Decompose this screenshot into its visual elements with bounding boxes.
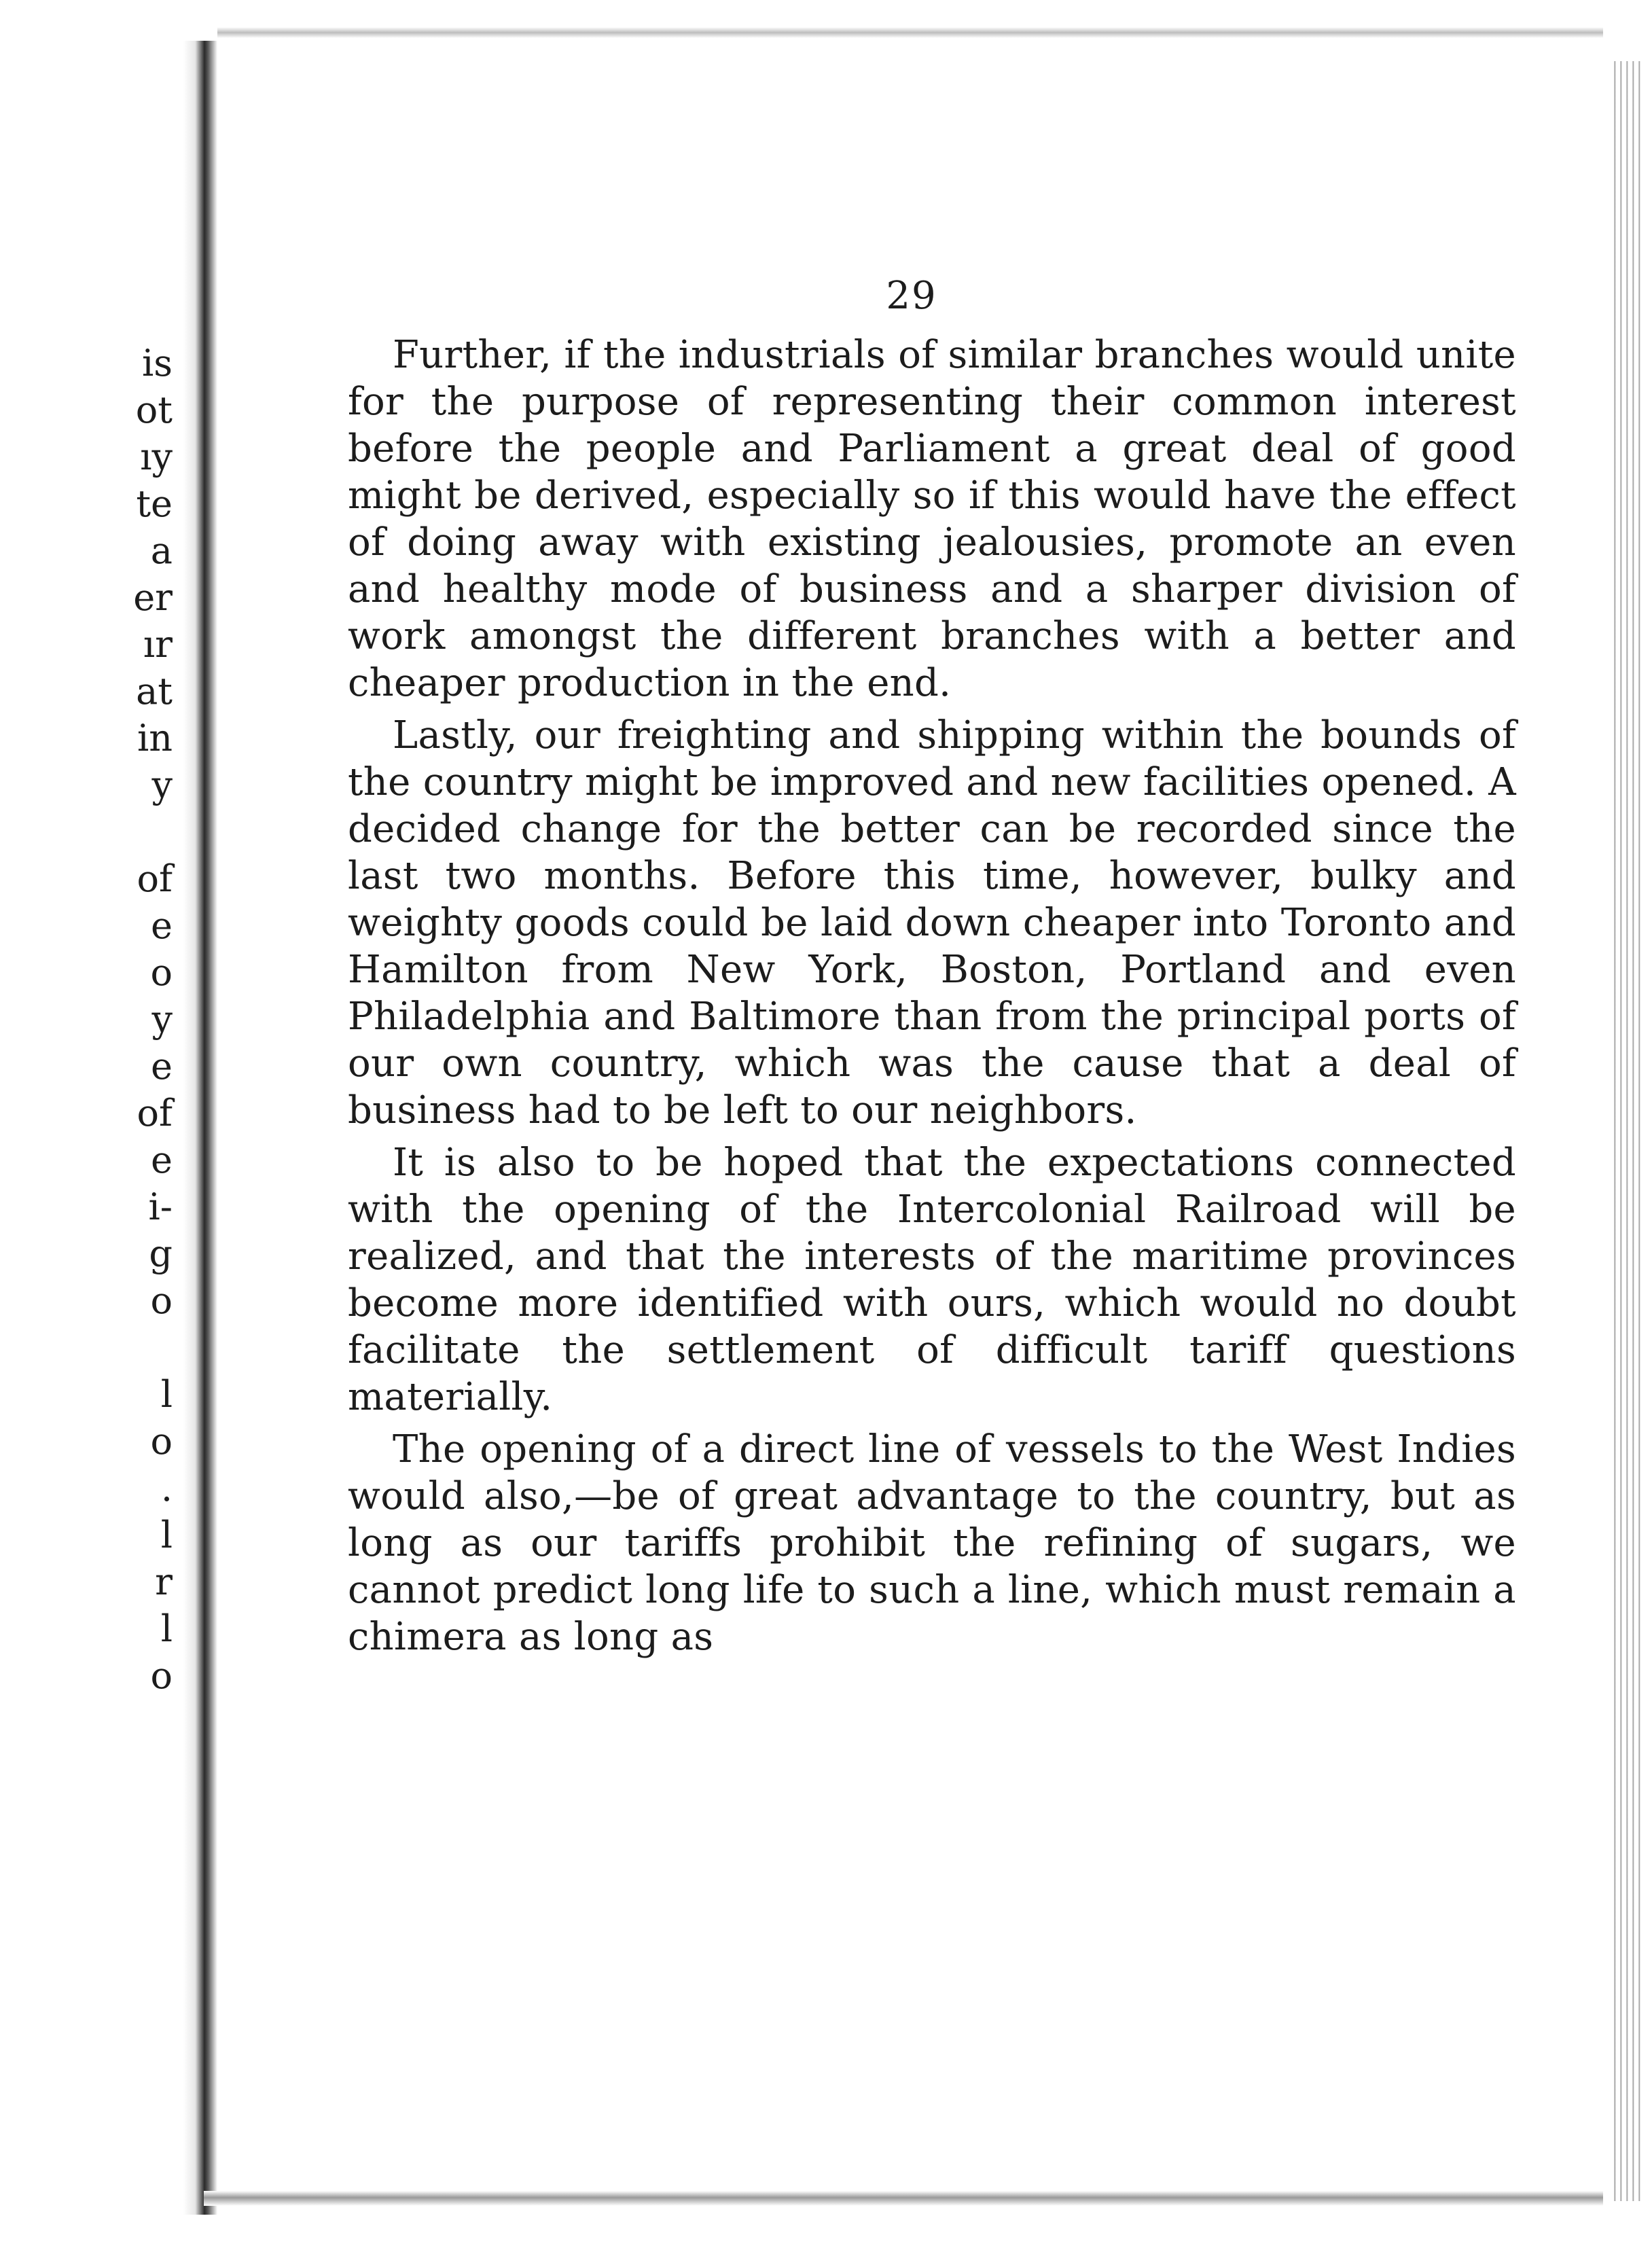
line-fragment: er (133, 576, 173, 619)
line-fragment: ıy (140, 435, 173, 478)
line-fragment: in (137, 717, 173, 760)
line-fragment: i- (148, 1185, 173, 1228)
line-fragment: l (160, 1607, 173, 1650)
line-fragment: l (160, 1373, 173, 1416)
line-fragment: o (150, 1279, 173, 1322)
line-fragment: y (151, 998, 173, 1041)
line-fragment: g (149, 1232, 173, 1275)
line-fragment: l (160, 1514, 173, 1556)
book-page (219, 39, 1604, 2190)
line-fragment: o (150, 1654, 173, 1697)
line-fragment: at (136, 670, 173, 713)
line-fragment: e (151, 904, 173, 947)
page-body (348, 332, 1516, 1666)
line-fragment: o (150, 1420, 173, 1463)
paragraph: It is also to be hoped that the expectations connected with the opening of the Intercolonial Railroad will be realized, and that the interests of the maritime provinces become more identified with ours, which would no doubt facilitate the settlement of difficult tariff questions materially. (348, 1141, 1516, 1419)
line-fragment: y (151, 764, 173, 806)
line-fragment: e (151, 1139, 173, 1181)
line-fragment: . (160, 1467, 173, 1510)
facing-page-line-fragments (0, 340, 177, 1699)
line-fragment: ır (143, 623, 173, 666)
line-fragment: r (155, 1560, 173, 1603)
paragraph: Lastly, our freighting and shipping within the bounds of the country might be improved and new facilities opened. A decided change for the better can be recorded since the last two months. Before this time, however, bulky and weighty goods could be laid down cheaper into Toronto and Hamilton from New York, Boston, Portland and even Philadelphia and Baltimore than from the principal ports of our own country, which was the cause that a deal of business had to be left to our neighbors. (348, 713, 1516, 1132)
line-fragment: is (142, 342, 173, 385)
bottom-page-edge (204, 2191, 1603, 2206)
line-fragment: te (136, 482, 173, 525)
line-fragment: e (151, 1045, 173, 1088)
page-number: 29 (886, 274, 937, 318)
line-fragment: of (137, 1092, 173, 1135)
line-fragment: ot (135, 389, 173, 431)
line-fragment: o (150, 951, 173, 994)
paragraph: Further, if the industrials of similar branches would unite for the purpose of representing their common interest before the people and Parliament a great deal of good might be derived, especially so if this would have the effect of doing away with existing jealousies, promote an even and healthy mode of business and a sharper division of work amongst the different branches with a better and cheaper production in the end. (348, 333, 1516, 705)
binding-gutter (183, 41, 217, 2215)
line-fragment: of (137, 857, 173, 900)
right-page-stack-edge (1610, 61, 1644, 2201)
line-fragment: a (150, 529, 173, 572)
top-page-edge (217, 27, 1603, 38)
paragraph: The opening of a direct line of vessels to the West Indies would also,—be of great advantage to the country, but as long as our tariffs prohibit the refining of sugars, we cannot predict long life to such a line, which must remain a chimera as long as (348, 1427, 1516, 1659)
facing-page-fragment (0, 0, 204, 2250)
